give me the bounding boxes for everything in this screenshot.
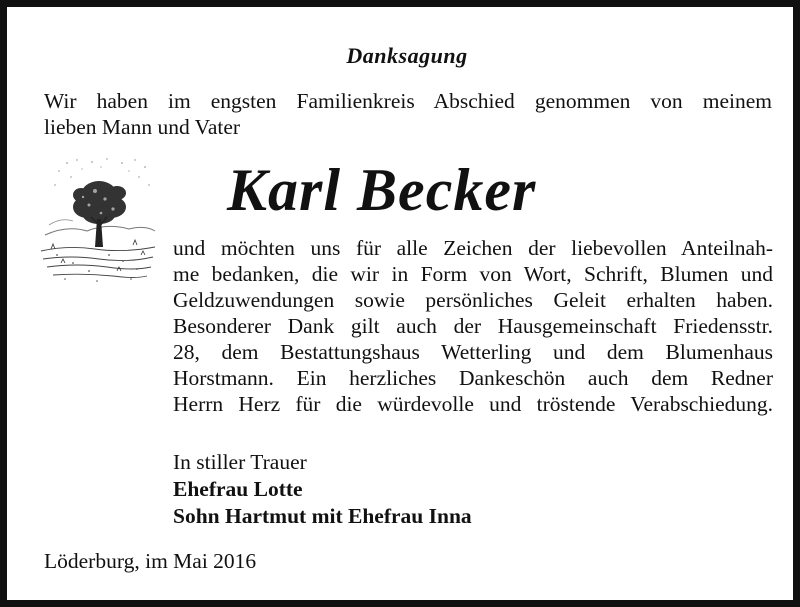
mourner-name: Ehefrau Lotte xyxy=(173,477,303,501)
place-date: Löderburg, im Mai 2016 xyxy=(44,549,257,573)
intro-line: lieben Mann und Vater xyxy=(44,115,241,139)
paragraph-line: Horstmann. Ein herzliches Dankeschön auch dem Redner xyxy=(173,366,773,390)
notice-heading: Danksagung xyxy=(346,43,468,68)
paragraph-line: und möchten uns für alle Zeichen der liebevollen Anteilnah- xyxy=(173,236,773,260)
mourner-name: Sohn Hartmut mit Ehefrau Inna xyxy=(173,504,472,528)
paragraph-line: me bedanken, die wir in Form von Wort, Schrift, Blumen und xyxy=(173,262,773,286)
paragraph-line: Geldzuwendungen sowie persönliches Geleit erhalten haben. xyxy=(173,288,773,312)
tree-landscape-icon xyxy=(37,155,159,287)
paragraph-line: 28, dem Bestattungshaus Wetterling und dem Blumenhaus xyxy=(173,340,773,364)
mourning-phrase: In stiller Trauer xyxy=(173,450,307,474)
intro-line: Wir haben im engsten Familienkreis Abschied genommen von meinem xyxy=(44,89,772,113)
intro-paragraph xyxy=(44,88,772,140)
deceased-name: Karl Becker xyxy=(227,157,537,223)
mourners-block xyxy=(173,449,472,530)
paragraph-line: Herrn Herz für die würdevolle und tröstende Verabschiedung. xyxy=(173,392,773,416)
thanks-paragraph xyxy=(173,235,773,417)
paragraph-line: Besonderer Dank gilt auch der Hausgemeinschaft Friedensstr. xyxy=(173,314,773,338)
